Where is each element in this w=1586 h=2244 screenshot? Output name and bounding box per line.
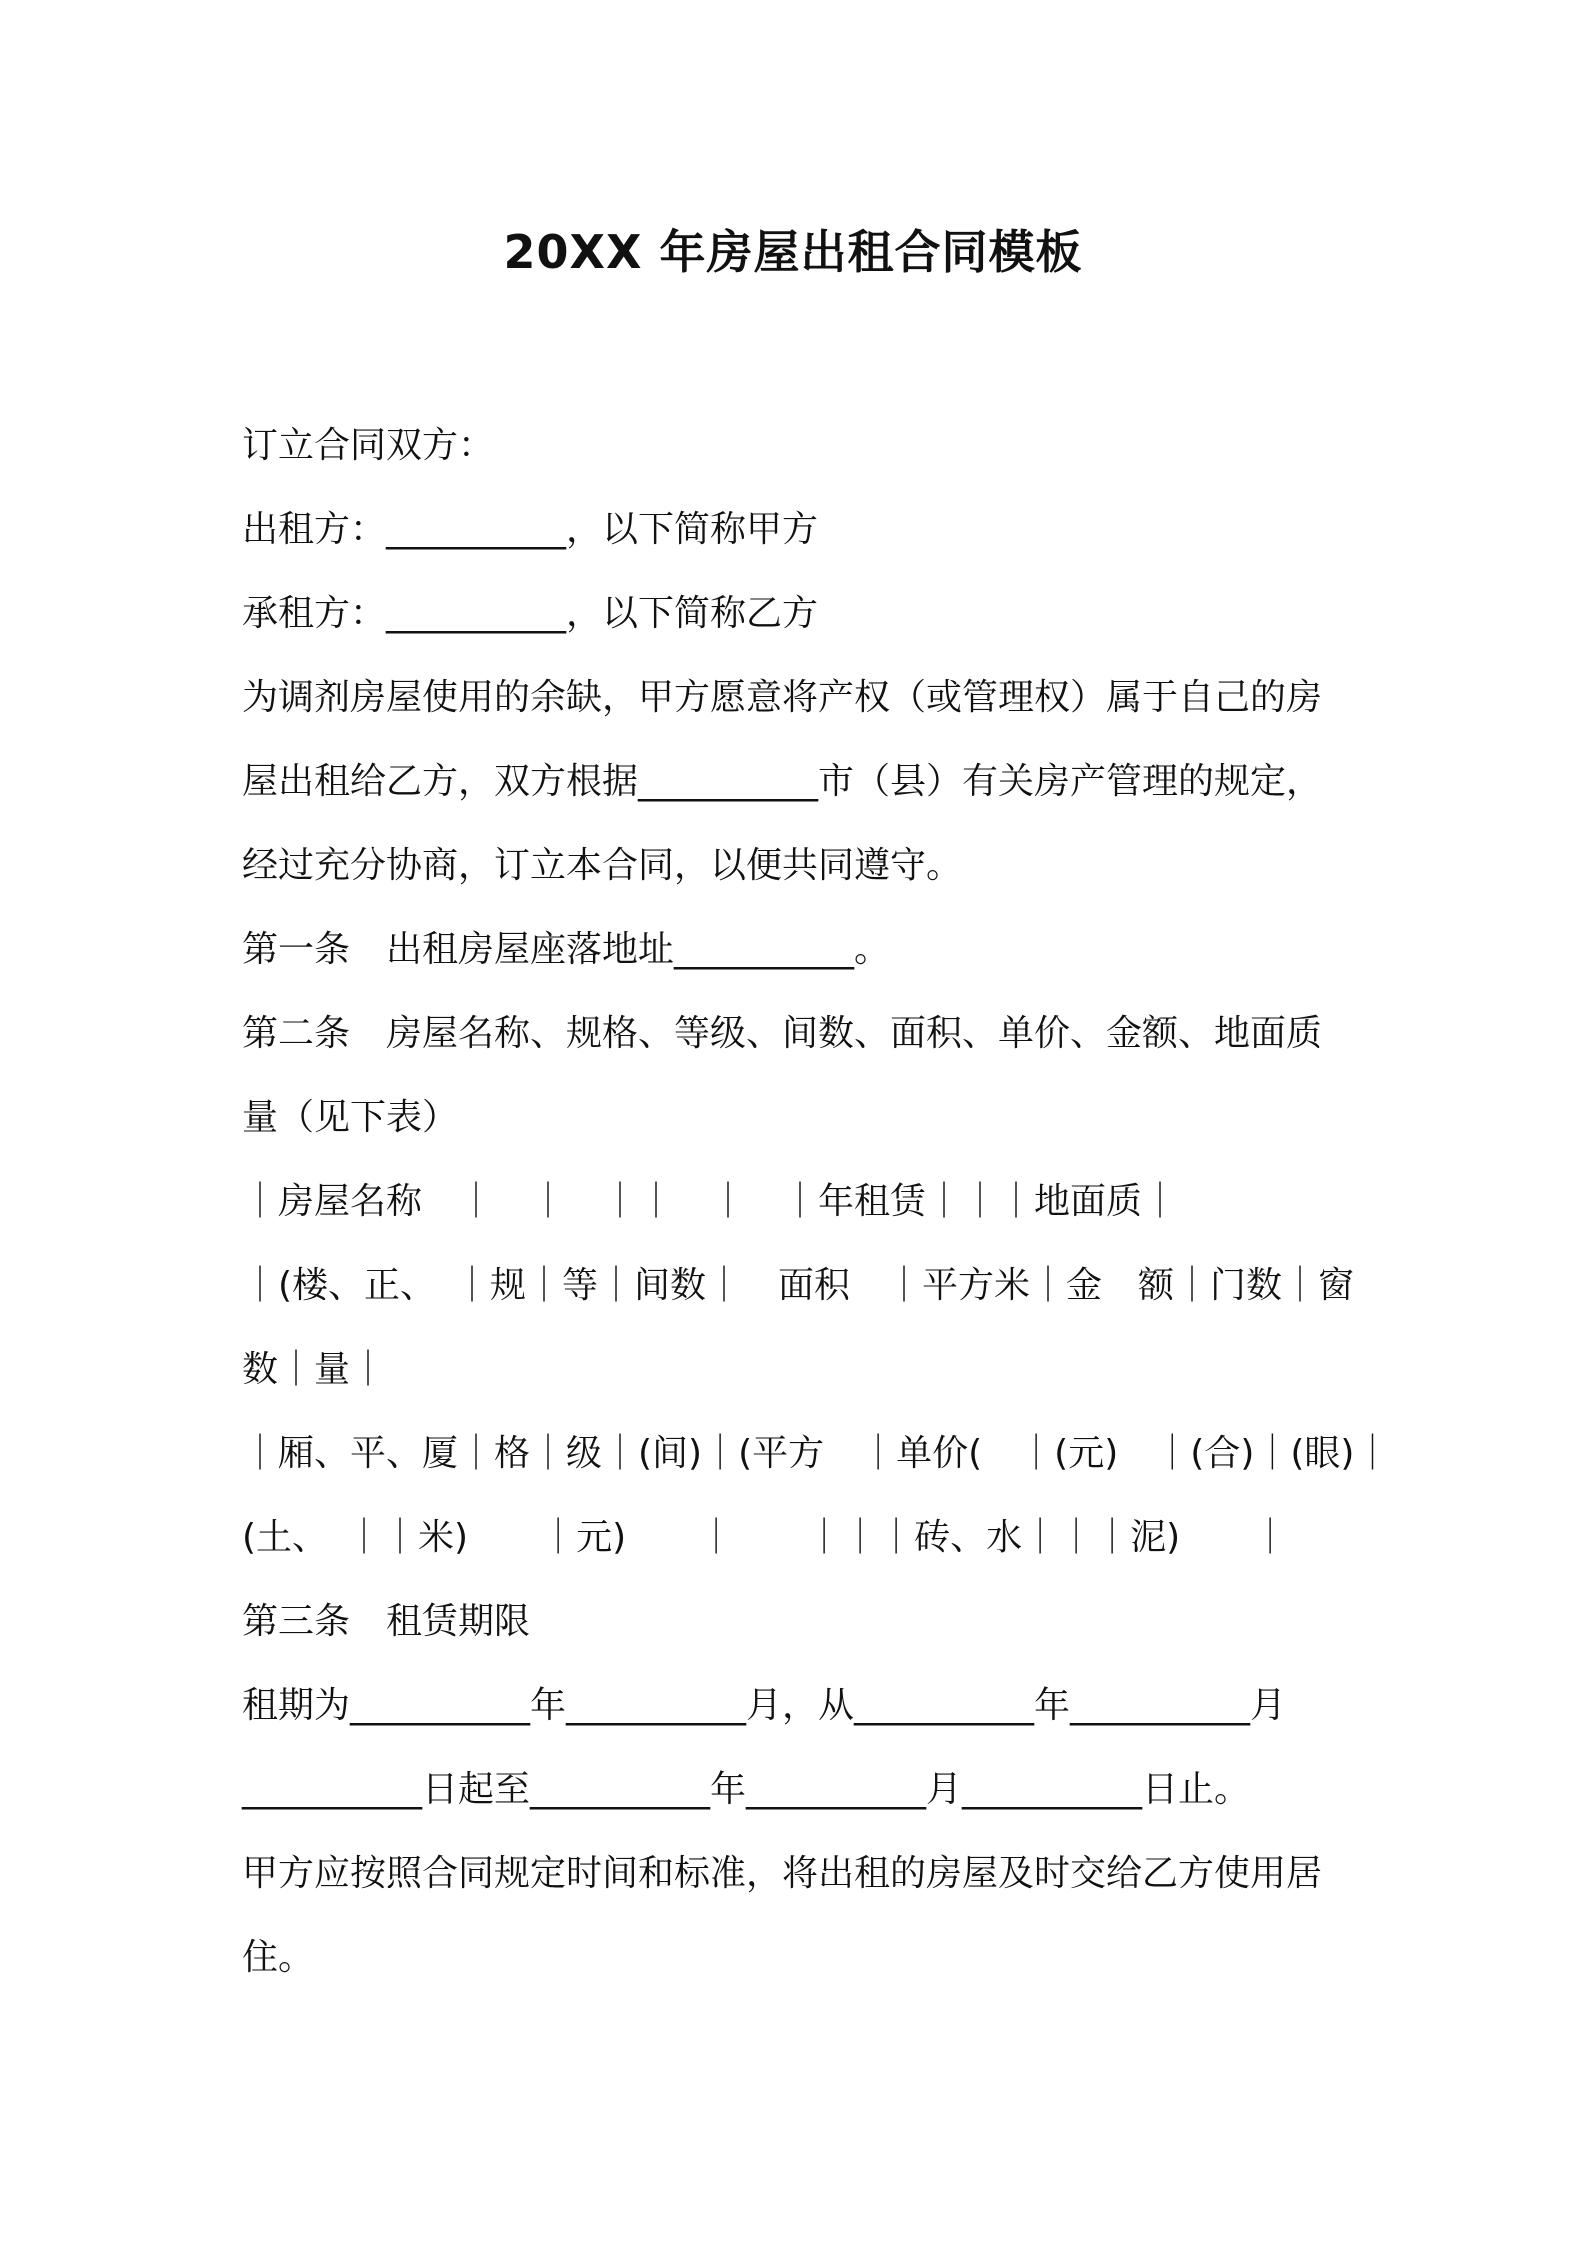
article-1: 第一条 出租房屋座落地址__________。 — [242, 929, 891, 970]
lessor-line: 出租方：__________，以下简称甲方 — [242, 509, 819, 550]
lessee-line: 承租方：__________，以下简称乙方 — [242, 593, 819, 634]
delivery-clause-line-2: 住。 — [242, 1937, 315, 1978]
article-2-line-2: 量（见下表） — [242, 1097, 459, 1138]
table-text-line-3: 数｜量｜ — [242, 1349, 387, 1390]
article-3-heading: 第三条 租赁期限 — [242, 1601, 531, 1642]
document-body — [242, 404, 1391, 2000]
preamble-line-3: 经过充分协商，订立本合同，以便共同遵守。 — [242, 845, 963, 886]
table-text-line-1: ｜房屋名称 ｜ ｜ ｜｜ ｜ ｜年租赁｜｜｜地面质｜ — [242, 1181, 1179, 1222]
preamble-line-2: 屋出租给乙方，双方根据__________市（县）有关房产管理的规定， — [242, 761, 1323, 802]
delivery-clause-line-1: 甲方应按照合同规定时间和标准，将出租的房屋及时交给乙方使用居 — [242, 1853, 1323, 1894]
table-text-line-5: (土、 ｜｜米) ｜元) ｜ ｜｜｜砖、水｜｜｜泥) ｜ — [242, 1517, 1289, 1558]
table-text-line-4: ｜厢、平、厦｜格｜级｜(间)｜(平方 ｜单价( ｜(元) ｜(合)｜(眼)｜ — [242, 1433, 1391, 1474]
document-title: 20XX 年房屋出租合同模板 — [503, 225, 1083, 279]
preamble-line-1: 为调剂房屋使用的余缺，甲方愿意将产权（或管理权）属于自己的房 — [242, 677, 1323, 718]
contract-parties-heading: 订立合同双方： — [242, 425, 495, 466]
table-text-line-2: ｜(楼、正、 ｜规｜等｜间数｜ 面积 ｜平方米｜金 额｜门数｜窗 — [242, 1265, 1355, 1306]
lease-term-line-2: __________日起至__________年__________月__________日止。 — [242, 1769, 1251, 1810]
lease-term-line-1: 租期为__________年__________月，从__________年__________月 — [242, 1685, 1287, 1726]
article-2-line-1: 第二条 房屋名称、规格、等级、间数、面积、单价、金额、地面质 — [242, 1013, 1323, 1054]
